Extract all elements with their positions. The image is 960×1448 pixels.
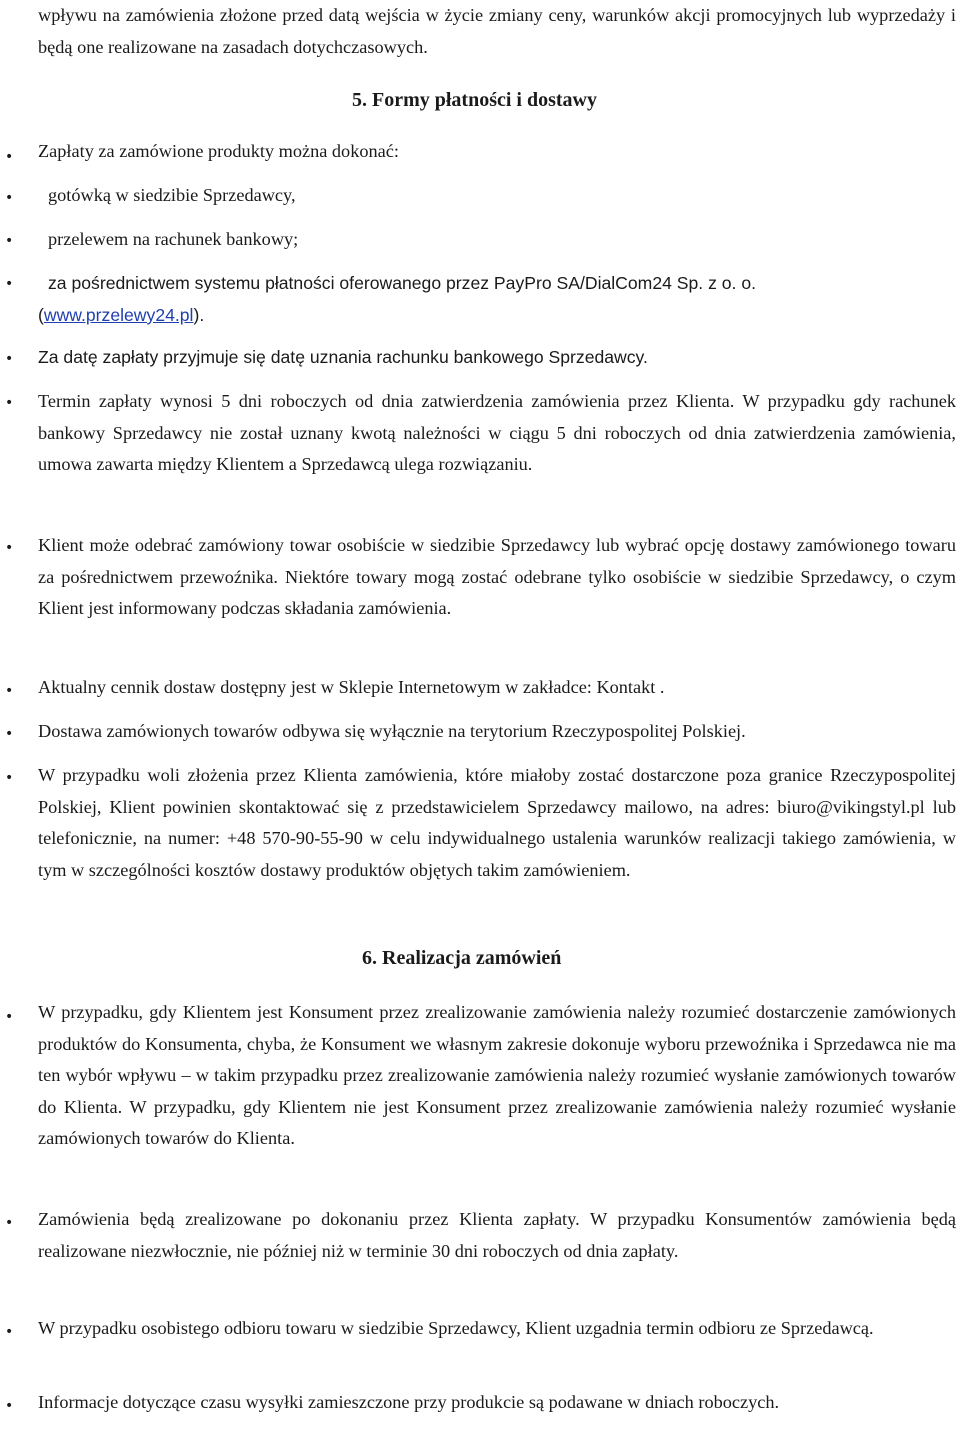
bullet-icon [5, 398, 15, 408]
payment-system-text: za pośrednictwem systemu płatności oferowanego przez PayPro SA/DialCom24 Sp. z o. o. [48, 273, 756, 293]
bullet-icon [5, 1012, 15, 1022]
list-item: Za datę zapłaty przyjmuje się datę uznania rachunku bankowego Sprzedawcy. [38, 347, 648, 367]
continuation-paragraph: wpływu na zamówienia złożone przed datą wejścia w życie zmiany ceny, warunków akcji promocyjnych lub wyprzedaży i będą one realizowane na zasadach dotychczasowych. [38, 5, 956, 57]
bullet-icon [5, 279, 15, 289]
list-item: Aktualny cennik dostaw dostępny jest w Sklepie Internetowym w zakładce: Kontakt . [38, 677, 665, 697]
list-item: Dostawa zamówionych towarów odbywa się wyłącznie na terytorium Rzeczypospolitej Polskiej. [38, 721, 746, 741]
bullet-icon [5, 729, 15, 739]
bullet-icon [5, 152, 15, 162]
list-item: Zamówienia będą zrealizowane po dokonaniu przez Klienta zapłaty. W przypadku Konsumentów zamówienia będą realizowane niezwłocznie, nie później niż w terminie 30 dni roboczych od dnia zapłaty. [38, 1209, 956, 1261]
bullet-icon [5, 193, 15, 203]
bullet-icon [5, 354, 15, 364]
bullet-icon [5, 686, 15, 696]
list-item: W przypadku osobistego odbioru towaru w siedzibie Sprzedawcy, Klient uzgadnia termin odbioru ze Sprzedawcą. [38, 1318, 874, 1338]
list-item: Informacje dotyczące czasu wysyłki zamieszczone przy produkcie są podawane w dniach roboczych. [38, 1392, 780, 1412]
link-open-paren: ( [38, 305, 44, 325]
list-item: Klient może odebrać zamówiony towar osobiście w siedzibie Sprzedawcy lub wybrać opcję dostawy zamówionego towaru za pośrednictwem przewoźnika. Niektóre towary mogą zostać odebrane tylko osobiście w siedzibie Sprzedawcy, o czym Klient jest informowany podczas składania zamówienia. [38, 535, 956, 619]
bullet-icon [5, 236, 15, 246]
list-item-payment-system [48, 268, 956, 300]
list-item: gotówką w siedzibie Sprzedawcy, [48, 185, 296, 205]
bullet-icon [5, 1327, 15, 1337]
list-item: W przypadku, gdy Klientem jest Konsument przez zrealizowanie zamówienia należy rozumieć dostarczenie zamówionych produktów do Konsumenta, chyba, że Konsument we własnym zakresie dokonuje wyboru przewoźnika i Sprzedawca nie ma ten wybór wpływu – w takim przypadku przez zrealizowanie zamówienia należy rozumieć wysłanie zamówionych towarów do Klienta. W przypadku, gdy Klientem nie jest Konsument przez zrealizowanie zamówienia należy rozumieć wysłanie zamówionych towarów do Klienta. [38, 1002, 956, 1149]
list-item: W przypadku woli złożenia przez Klienta zamówienia, które miałoby zostać dostarczone poza granice Rzeczypospolitej Polskiej, Klient powinien skontaktować się z przedstawicielem Sprzedawcy mailowo, na adres: biuro@vikingstyl.pl lub telefonicznie, na numer: +48 570-90-55-90 w celu indywidualnego ustalenia warunków realizacji takiego zamówienia, w tym w szczególności kosztów dostawy produktów objętych takim zamówieniem. [38, 765, 956, 880]
bullet-icon [5, 773, 15, 783]
bullet-icon [5, 1218, 15, 1228]
bullet-icon [5, 543, 15, 553]
list-item: przelewem na rachunek bankowy; [48, 229, 299, 249]
section-6-heading: 6. Realizacja zamówień [362, 947, 562, 969]
przelewy24-link[interactable]: www.przelewy24.pl [43, 305, 194, 325]
bullet-icon [5, 1401, 15, 1411]
payment-link-line [38, 300, 956, 332]
section-5-heading: 5. Formy płatności i dostawy [352, 89, 597, 111]
list-item: Zapłaty za zamówione produkty można dokonać: [38, 141, 399, 161]
list-item: Termin zapłaty wynosi 5 dni roboczych od dnia zatwierdzenia zamówienia przez Klienta. W przypadku gdy rachunek bankowy Sprzedawcy nie został uznany kwotą należności w ciągu 5 dni roboczych od dnia zatwierdzenia zamówienia, umowa zawarta między Klientem a Sprzedawcą ulega rozwiązaniu. [38, 391, 956, 475]
link-close-paren: ). [193, 305, 205, 325]
